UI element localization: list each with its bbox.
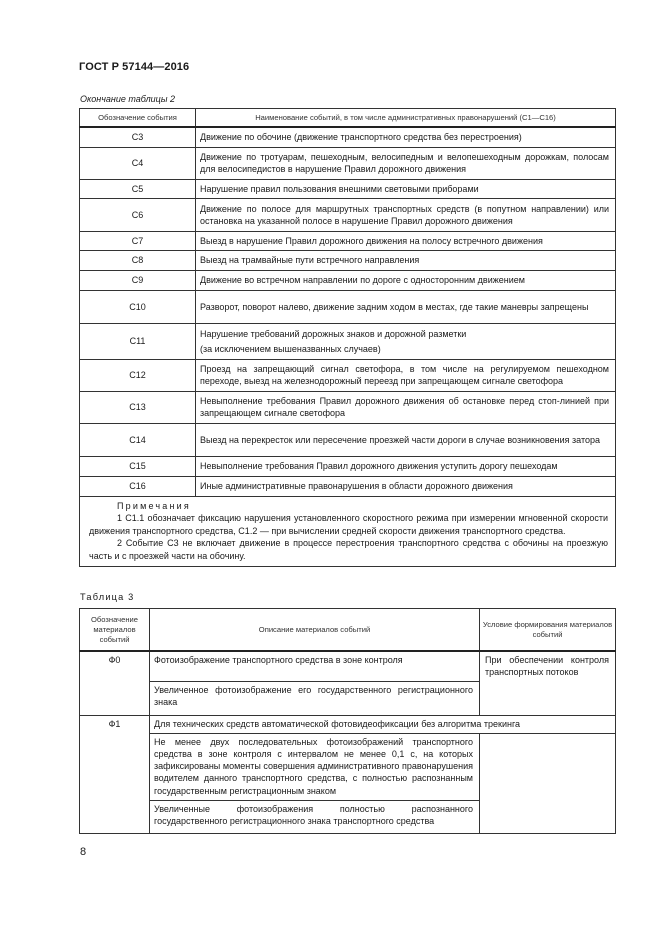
table-row <box>80 127 616 147</box>
table-header-row <box>80 609 616 652</box>
table-row <box>80 456 616 476</box>
event-name: Выезд на трамвайные пути встречного направления <box>196 250 616 270</box>
table-row <box>80 715 616 733</box>
event-code: С16 <box>80 476 196 496</box>
table-row <box>80 423 616 456</box>
event-name: Движение во встречном направлении по дороге с односторонним движением <box>196 270 616 290</box>
notes-title: Примечания <box>117 500 191 511</box>
column-header-description: Описание материалов событий <box>150 609 480 652</box>
table-row <box>80 198 616 231</box>
event-name: Невыполнение требования Правил дорожного движения уступить дорогу пешеходам <box>196 456 616 476</box>
column-header-condition: Условие формирования материалов событий <box>480 609 616 652</box>
event-code: С14 <box>80 423 196 456</box>
material-condition: При обеспечении контроля транспортных потоков <box>480 651 616 715</box>
page-number: 8 <box>80 846 87 858</box>
event-name: Движение по тротуарам, пешеходным, велосипедным и велопешеходным дорожкам, полосам для велосипедистов в нарушение Правил дорожного движения <box>196 147 616 179</box>
table-row <box>80 651 616 681</box>
material-condition-empty <box>480 733 616 833</box>
table-row <box>80 391 616 423</box>
event-code: С7 <box>80 231 196 250</box>
event-name: Выезд в нарушение Правил дорожного движения на полосу встречного движения <box>196 231 616 250</box>
event-name <box>196 323 616 359</box>
note-1: 1 С1.1 обозначает фиксацию нарушения установленного скоростного режима при измерении мгновенной скорости движения транспортного средства, С1.2 — при вычислении средней скорости движения транспортного средства. <box>89 513 608 536</box>
table-row <box>80 323 616 359</box>
column-header-code: Обозначение события <box>80 109 196 128</box>
table-row <box>80 179 616 198</box>
table-row <box>80 733 616 800</box>
document-header: ГОСТ Р 57144—2016 <box>79 61 190 73</box>
material-code: Ф1 <box>80 715 150 833</box>
material-description: Для технических средств автоматической фотовидеофиксации без алгоритма трекинга <box>150 715 616 733</box>
event-code: С5 <box>80 179 196 198</box>
material-description: Не менее двух последовательных фотоизображений транспортного средства в зоне контроля с интервалом не менее 0,1 с, на которых зафиксированы моменты совершения административного правонарушения водителем данного транспортного средства, с полностью распознанным государственным регистрационным знаком <box>150 733 480 800</box>
notes-cell <box>80 496 616 567</box>
table3-caption: Таблица 3 <box>80 592 135 602</box>
event-code: С9 <box>80 270 196 290</box>
event-name: Иные административные правонарушения в области дорожного движения <box>196 476 616 496</box>
event-code: С12 <box>80 359 196 391</box>
event-name: Движение по полосе для маршрутных транспортных средств (в попутном направлении) или остановка на указанной полосе в нарушение Правил дорожного движения <box>196 198 616 231</box>
event-code: С6 <box>80 198 196 231</box>
table-row <box>80 290 616 323</box>
table-row <box>80 147 616 179</box>
event-code: С13 <box>80 391 196 423</box>
event-code: С10 <box>80 290 196 323</box>
column-header-name: Наименование событий, в том числе административных правонарушений (С1—С16) <box>196 109 616 128</box>
event-name: Невыполнение требования Правил дорожного движения об остановке перед стоп-линией при запрещающем сигнале светофора <box>196 391 616 423</box>
event-code: С11 <box>80 323 196 359</box>
material-description: Фотоизображение транспортного средства в зоне контроля <box>150 651 480 681</box>
table2-caption: Окончание таблицы 2 <box>80 94 175 104</box>
event-code: С4 <box>80 147 196 179</box>
table-row <box>80 476 616 496</box>
material-description: Увеличенные фотоизображения полностью распознанного государственного регистрационного знака транспортного средства <box>150 800 480 833</box>
event-name: Выезд на перекресток или пересечение проезжей части дороги в случае возникновения затора <box>196 423 616 456</box>
table-row <box>80 250 616 270</box>
material-code: Ф0 <box>80 651 150 715</box>
table-row <box>80 231 616 250</box>
event-materials-table <box>79 608 616 834</box>
notes-row <box>80 496 616 567</box>
event-name-line1: Нарушение требований дорожных знаков и дорожной разметки <box>200 328 467 339</box>
table-row <box>80 359 616 391</box>
event-code: С3 <box>80 127 196 147</box>
event-name: Движение по обочине (движение транспортного средства без перестроения) <box>196 127 616 147</box>
table-header-row <box>80 109 616 128</box>
event-name: Разворот, поворот налево, движение задним ходом в местах, где такие маневры запрещены <box>196 290 616 323</box>
column-header-code: Обозначение материалов событий <box>80 609 150 652</box>
table-row <box>80 270 616 290</box>
event-code: С15 <box>80 456 196 476</box>
event-name: Проезд на запрещающий сигнал светофора, в том числе на регулируемом пешеходном переходе, выезд на железнодорожный переезд при запрещающем сигнале светофора <box>196 359 616 391</box>
events-table <box>79 108 616 567</box>
event-name: Нарушение правил пользования внешними световыми приборами <box>196 179 616 198</box>
event-name-line2: (за исключением вышеназванных случаев) <box>200 343 381 354</box>
material-description: Увеличенное фотоизображение его государственного регистрационного знака <box>150 681 480 715</box>
event-code: С8 <box>80 250 196 270</box>
note-2: 2 Событие С3 не включает движение в процессе перестроения транспортного средства с обочины на проезжую часть и с проезжей части на обочину. <box>89 538 608 561</box>
